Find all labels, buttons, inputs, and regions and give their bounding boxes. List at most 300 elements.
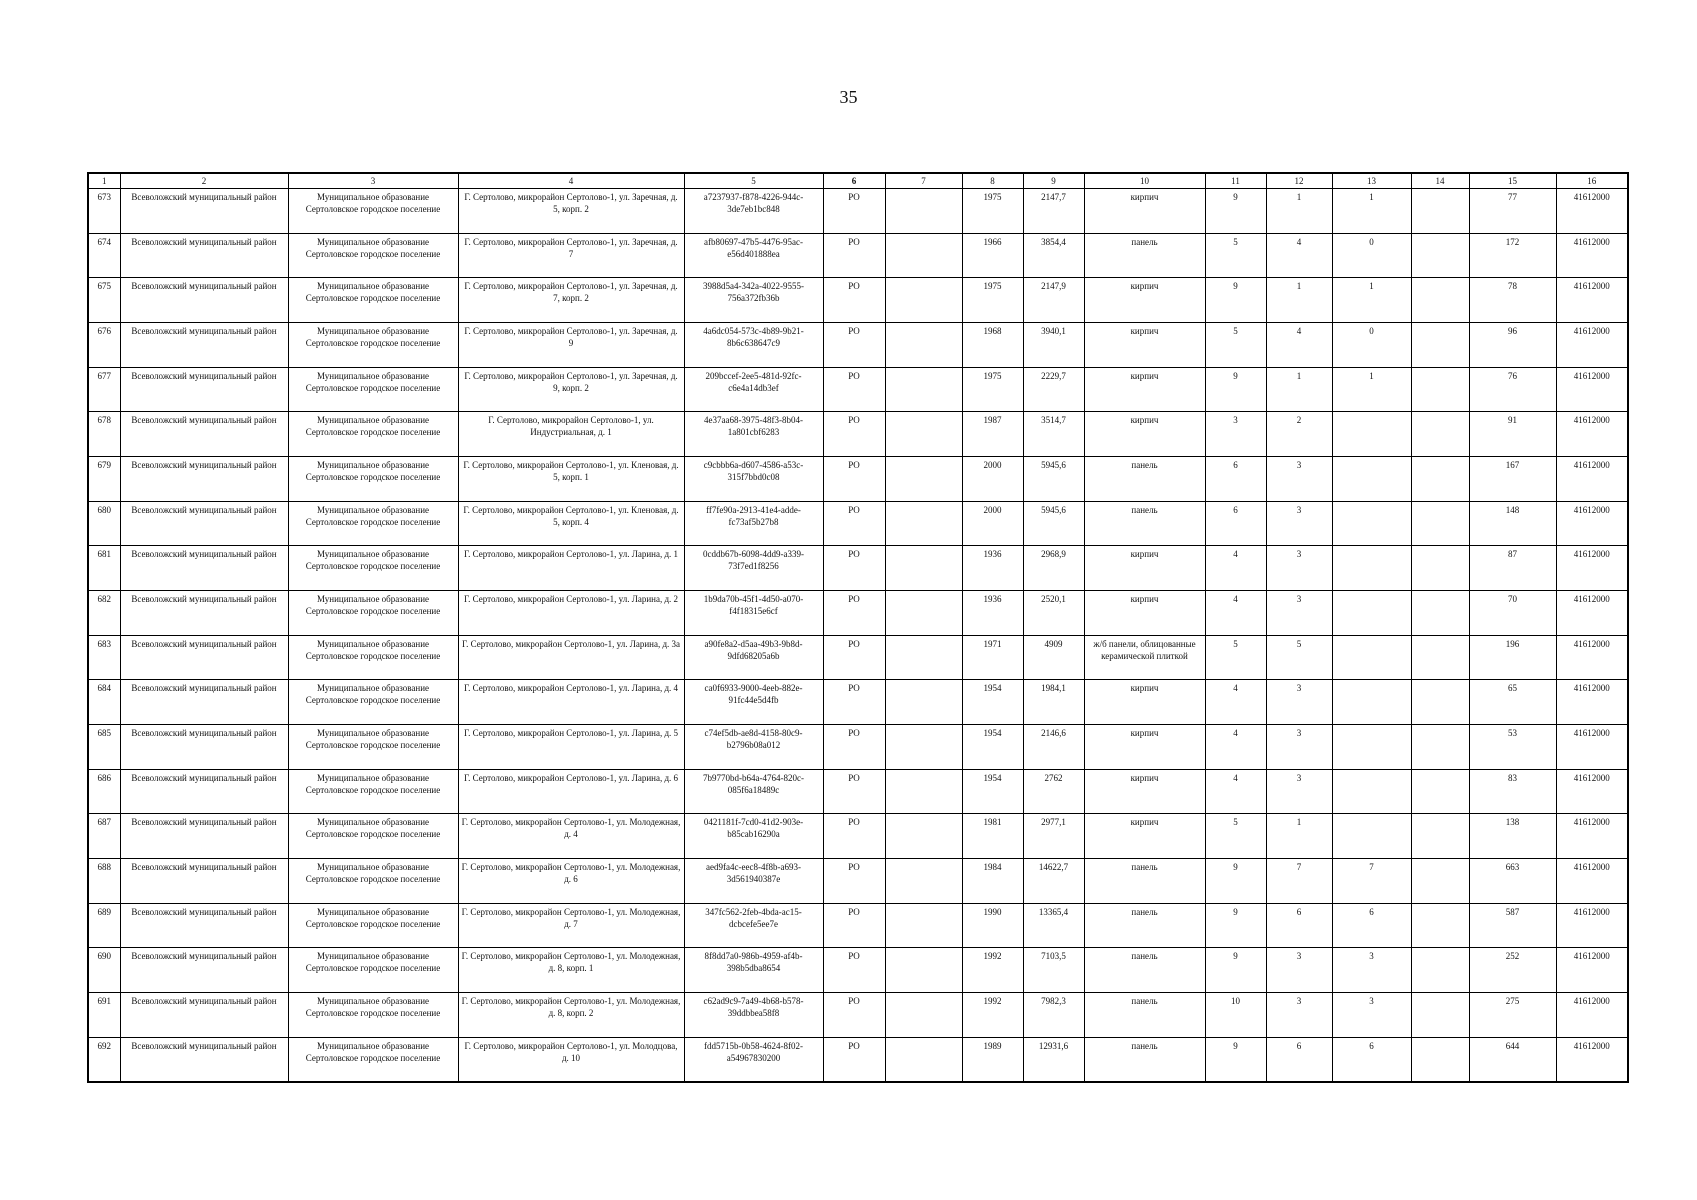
cell-residents: 587: [1469, 903, 1556, 948]
cell-floors: 5: [1205, 233, 1266, 278]
cell-house-guid: fdd5715b-0b58-4624-8f02-a54967830200: [684, 1037, 823, 1082]
cell-oktmo: 41612000: [1556, 948, 1628, 993]
cell-oktmo: 41612000: [1556, 993, 1628, 1038]
cell-oktmo: 41612000: [1556, 859, 1628, 904]
cell-district: Всеволожский муниципальный район: [120, 725, 288, 770]
cell-wall-material: кирпич: [1084, 814, 1205, 859]
cell-residents: 196: [1469, 635, 1556, 680]
cell-wall-material: кирпич: [1084, 323, 1205, 368]
cell-residents: 76: [1469, 367, 1556, 412]
cell-year-built: 1954: [962, 769, 1023, 814]
cell-address: Г. Сертолово, микрорайон Сертолово-1, ул. Ларина, д. 3а: [458, 635, 684, 680]
table-row: [88, 769, 1628, 814]
cell-year-built: 1975: [962, 367, 1023, 412]
cell-wall-material: кирпич: [1084, 769, 1205, 814]
cell-col-14: [1411, 635, 1469, 680]
cell-house-guid: c9cbbb6a-d607-4586-a53c-315f7bbd0c08: [684, 457, 823, 502]
cell-col-7: [885, 903, 962, 948]
cell-management-type: РО: [823, 189, 885, 234]
table-row: [88, 635, 1628, 680]
cell-wall-material: кирпич: [1084, 367, 1205, 412]
cell-area: 2520,1: [1023, 591, 1084, 636]
cell-row-number: 686: [88, 769, 120, 814]
cell-area: 14622,7: [1023, 859, 1084, 904]
cell-residents: 167: [1469, 457, 1556, 502]
cell-year-built: 1966: [962, 233, 1023, 278]
cell-address: Г. Сертолово, микрорайон Сертолово-1, ул. Заречная, д. 7: [458, 233, 684, 278]
cell-col-14: [1411, 993, 1469, 1038]
cell-house-guid: c62ad9c9-7a49-4b68-b578-39ddbbea58f8: [684, 993, 823, 1038]
cell-district: Всеволожский муниципальный район: [120, 680, 288, 725]
cell-management-type: РО: [823, 457, 885, 502]
cell-col-7: [885, 457, 962, 502]
column-header-10: 10: [1084, 173, 1205, 189]
cell-residents: 252: [1469, 948, 1556, 993]
cell-row-number: 676: [88, 323, 120, 368]
cell-floors: 9: [1205, 1037, 1266, 1082]
cell-col-14: [1411, 546, 1469, 591]
cell-wall-material: ж/б панели, облицованные керамической плиткой: [1084, 635, 1205, 680]
cell-entrances: 2: [1266, 412, 1332, 457]
cell-floors: 5: [1205, 323, 1266, 368]
cell-row-number: 684: [88, 680, 120, 725]
cell-oktmo: 41612000: [1556, 1037, 1628, 1082]
cell-entrances: 1: [1266, 278, 1332, 323]
cell-oktmo: 41612000: [1556, 278, 1628, 323]
column-header-6: 6: [823, 173, 885, 189]
cell-management-type: РО: [823, 278, 885, 323]
table-row: [88, 501, 1628, 546]
cell-floors: 6: [1205, 457, 1266, 502]
column-header-5: 5: [684, 173, 823, 189]
cell-wall-material: кирпич: [1084, 546, 1205, 591]
cell-col-14: [1411, 1037, 1469, 1082]
cell-house-guid: 7b9770bd-b64a-4764-820c-085f6a18489c: [684, 769, 823, 814]
cell-residents: 78: [1469, 278, 1556, 323]
cell-row-number: 687: [88, 814, 120, 859]
cell-elevators: 1: [1332, 189, 1411, 234]
cell-col-7: [885, 859, 962, 904]
cell-management-type: РО: [823, 546, 885, 591]
cell-municipality: Муниципальное образование Сертоловское городское поселение: [288, 814, 458, 859]
cell-col-14: [1411, 278, 1469, 323]
cell-municipality: Муниципальное образование Сертоловское городское поселение: [288, 859, 458, 904]
cell-col-7: [885, 680, 962, 725]
cell-elevators: 7: [1332, 859, 1411, 904]
cell-col-7: [885, 725, 962, 770]
cell-floors: 9: [1205, 948, 1266, 993]
cell-wall-material: панель: [1084, 457, 1205, 502]
cell-row-number: 690: [88, 948, 120, 993]
cell-row-number: 681: [88, 546, 120, 591]
cell-col-14: [1411, 680, 1469, 725]
cell-wall-material: кирпич: [1084, 725, 1205, 770]
cell-house-guid: 4e37aa68-3975-48f3-8b04-1a801cbf6283: [684, 412, 823, 457]
cell-year-built: 1971: [962, 635, 1023, 680]
table-body: [88, 189, 1628, 1083]
cell-area: 3514,7: [1023, 412, 1084, 457]
cell-row-number: 678: [88, 412, 120, 457]
cell-floors: 9: [1205, 189, 1266, 234]
cell-col-14: [1411, 501, 1469, 546]
cell-elevators: 3: [1332, 993, 1411, 1038]
cell-area: 2977,1: [1023, 814, 1084, 859]
cell-oktmo: 41612000: [1556, 903, 1628, 948]
cell-col-14: [1411, 948, 1469, 993]
cell-address: Г. Сертолово, микрорайон Сертолово-1, ул. Ларина, д. 6: [458, 769, 684, 814]
cell-municipality: Муниципальное образование Сертоловское городское поселение: [288, 680, 458, 725]
cell-house-guid: a90fe8a2-d5aa-49b3-9b8d-9dfd68205a6b: [684, 635, 823, 680]
cell-floors: 4: [1205, 769, 1266, 814]
cell-floors: 4: [1205, 546, 1266, 591]
table-row: [88, 725, 1628, 770]
column-header-8: 8: [962, 173, 1023, 189]
cell-municipality: Муниципальное образование Сертоловское городское поселение: [288, 903, 458, 948]
cell-residents: 138: [1469, 814, 1556, 859]
cell-year-built: 2000: [962, 501, 1023, 546]
cell-area: 3940,1: [1023, 323, 1084, 368]
cell-col-7: [885, 412, 962, 457]
cell-oktmo: 41612000: [1556, 635, 1628, 680]
cell-entrances: 3: [1266, 546, 1332, 591]
cell-entrances: 3: [1266, 501, 1332, 546]
cell-row-number: 685: [88, 725, 120, 770]
cell-management-type: РО: [823, 948, 885, 993]
cell-col-7: [885, 635, 962, 680]
table-row: [88, 814, 1628, 859]
cell-elevators: 0: [1332, 233, 1411, 278]
cell-management-type: РО: [823, 1037, 885, 1082]
cell-row-number: 692: [88, 1037, 120, 1082]
cell-floors: 3: [1205, 412, 1266, 457]
cell-floors: 5: [1205, 635, 1266, 680]
cell-floors: 9: [1205, 903, 1266, 948]
cell-row-number: 680: [88, 501, 120, 546]
table-row: [88, 546, 1628, 591]
cell-house-guid: ff7fe90a-2913-41e4-adde-fc73af5b27b8: [684, 501, 823, 546]
cell-district: Всеволожский муниципальный район: [120, 814, 288, 859]
cell-address: Г. Сертолово, микрорайон Сертолово-1, ул. Кленовая, д. 5, корп. 4: [458, 501, 684, 546]
cell-area: 2229,7: [1023, 367, 1084, 412]
cell-address: Г. Сертолово, микрорайон Сертолово-1, ул. Молодежная, д. 7: [458, 903, 684, 948]
column-header-16: 16: [1556, 173, 1628, 189]
cell-residents: 53: [1469, 725, 1556, 770]
cell-management-type: РО: [823, 814, 885, 859]
cell-management-type: РО: [823, 903, 885, 948]
cell-row-number: 675: [88, 278, 120, 323]
cell-district: Всеволожский муниципальный район: [120, 591, 288, 636]
cell-address: Г. Сертолово, микрорайон Сертолово-1, ул. Молодежная, д. 8, корп. 2: [458, 993, 684, 1038]
cell-row-number: 673: [88, 189, 120, 234]
cell-elevators: [1332, 546, 1411, 591]
cell-municipality: Муниципальное образование Сертоловское городское поселение: [288, 1037, 458, 1082]
cell-elevators: 0: [1332, 323, 1411, 368]
cell-col-7: [885, 546, 962, 591]
cell-elevators: 1: [1332, 278, 1411, 323]
cell-elevators: 6: [1332, 903, 1411, 948]
cell-management-type: РО: [823, 367, 885, 412]
cell-management-type: РО: [823, 859, 885, 904]
cell-elevators: 1: [1332, 367, 1411, 412]
cell-entrances: 4: [1266, 233, 1332, 278]
cell-entrances: 6: [1266, 903, 1332, 948]
cell-year-built: 1981: [962, 814, 1023, 859]
cell-house-guid: c74ef5db-ae8d-4158-80c9-b2796b08a012: [684, 725, 823, 770]
table-row: [88, 591, 1628, 636]
cell-row-number: 683: [88, 635, 120, 680]
cell-col-14: [1411, 903, 1469, 948]
cell-wall-material: кирпич: [1084, 278, 1205, 323]
cell-address: Г. Сертолово, микрорайон Сертолово-1, ул. Кленовая, д. 5, корп. 1: [458, 457, 684, 502]
cell-wall-material: панель: [1084, 993, 1205, 1038]
cell-municipality: Муниципальное образование Сертоловское городское поселение: [288, 635, 458, 680]
table-row: [88, 323, 1628, 368]
cell-area: 12931,6: [1023, 1037, 1084, 1082]
cell-year-built: 1989: [962, 1037, 1023, 1082]
cell-area: 5945,6: [1023, 501, 1084, 546]
cell-area: 13365,4: [1023, 903, 1084, 948]
cell-elevators: [1332, 457, 1411, 502]
cell-residents: 70: [1469, 591, 1556, 636]
cell-management-type: РО: [823, 680, 885, 725]
cell-district: Всеволожский муниципальный район: [120, 769, 288, 814]
cell-oktmo: 41612000: [1556, 189, 1628, 234]
cell-elevators: 3: [1332, 948, 1411, 993]
cell-elevators: [1332, 635, 1411, 680]
cell-oktmo: 41612000: [1556, 725, 1628, 770]
cell-district: Всеволожский муниципальный район: [120, 278, 288, 323]
column-header-2: 2: [120, 173, 288, 189]
cell-residents: 87: [1469, 546, 1556, 591]
column-header-13: 13: [1332, 173, 1411, 189]
cell-address: Г. Сертолово, микрорайон Сертолово-1, ул. Заречная, д. 9, корп. 2: [458, 367, 684, 412]
cell-elevators: [1332, 412, 1411, 457]
cell-oktmo: 41612000: [1556, 233, 1628, 278]
table-row: [88, 680, 1628, 725]
cell-col-14: [1411, 591, 1469, 636]
cell-year-built: 1936: [962, 591, 1023, 636]
cell-year-built: 1954: [962, 725, 1023, 770]
cell-district: Всеволожский муниципальный район: [120, 948, 288, 993]
cell-wall-material: панель: [1084, 859, 1205, 904]
cell-address: Г. Сертолово, микрорайон Сертолово-1, ул. Ларина, д. 5: [458, 725, 684, 770]
cell-entrances: 4: [1266, 323, 1332, 368]
cell-address: Г. Сертолово, микрорайон Сертолово-1, ул. Молодежная, д. 4: [458, 814, 684, 859]
cell-house-guid: aed9fa4c-eec8-4f8b-a693-3d561940387e: [684, 859, 823, 904]
cell-col-7: [885, 233, 962, 278]
cell-row-number: 677: [88, 367, 120, 412]
table-row: [88, 367, 1628, 412]
cell-management-type: РО: [823, 501, 885, 546]
cell-entrances: 3: [1266, 769, 1332, 814]
cell-year-built: 2000: [962, 457, 1023, 502]
cell-entrances: 3: [1266, 680, 1332, 725]
cell-col-14: [1411, 769, 1469, 814]
cell-oktmo: 41612000: [1556, 501, 1628, 546]
cell-management-type: РО: [823, 591, 885, 636]
cell-residents: 96: [1469, 323, 1556, 368]
cell-elevators: [1332, 814, 1411, 859]
column-header-9: 9: [1023, 173, 1084, 189]
cell-col-14: [1411, 323, 1469, 368]
cell-oktmo: 41612000: [1556, 769, 1628, 814]
cell-entrances: 3: [1266, 591, 1332, 636]
table-row: [88, 457, 1628, 502]
cell-oktmo: 41612000: [1556, 323, 1628, 368]
cell-wall-material: кирпич: [1084, 189, 1205, 234]
cell-district: Всеволожский муниципальный район: [120, 546, 288, 591]
cell-elevators: [1332, 501, 1411, 546]
cell-address: Г. Сертолово, микрорайон Сертолово-1, ул. Молодежная, д. 6: [458, 859, 684, 904]
cell-management-type: РО: [823, 993, 885, 1038]
column-header-1: 1: [88, 173, 120, 189]
cell-floors: 9: [1205, 278, 1266, 323]
cell-municipality: Муниципальное образование Сертоловское городское поселение: [288, 367, 458, 412]
cell-col-14: [1411, 859, 1469, 904]
cell-wall-material: кирпич: [1084, 412, 1205, 457]
column-header-11: 11: [1205, 173, 1266, 189]
cell-col-7: [885, 769, 962, 814]
cell-entrances: 3: [1266, 948, 1332, 993]
cell-municipality: Муниципальное образование Сертоловское городское поселение: [288, 412, 458, 457]
cell-management-type: РО: [823, 725, 885, 770]
cell-year-built: 1954: [962, 680, 1023, 725]
cell-address: Г. Сертолово, микрорайон Сертолово-1, ул. Заречная, д. 5, корп. 2: [458, 189, 684, 234]
cell-house-guid: ca0f6933-9000-4eeb-882e-91fc44e5d4fb: [684, 680, 823, 725]
cell-oktmo: 41612000: [1556, 680, 1628, 725]
cell-municipality: Муниципальное образование Сертоловское городское поселение: [288, 948, 458, 993]
column-header-14: 14: [1411, 173, 1469, 189]
cell-address: Г. Сертолово, микрорайон Сертолово-1, ул. Ларина, д. 4: [458, 680, 684, 725]
cell-municipality: Муниципальное образование Сертоловское городское поселение: [288, 189, 458, 234]
cell-col-7: [885, 189, 962, 234]
cell-house-guid: a7237937-f878-4226-944c-3de7eb1bc848: [684, 189, 823, 234]
table-row: [88, 1037, 1628, 1082]
cell-management-type: РО: [823, 412, 885, 457]
cell-residents: 644: [1469, 1037, 1556, 1082]
cell-municipality: Муниципальное образование Сертоловское городское поселение: [288, 769, 458, 814]
cell-district: Всеволожский муниципальный район: [120, 233, 288, 278]
housing-registry-table: [87, 172, 1629, 1083]
table-row: [88, 948, 1628, 993]
page-number: 35: [839, 87, 858, 107]
cell-floors: 5: [1205, 814, 1266, 859]
cell-row-number: 689: [88, 903, 120, 948]
cell-district: Всеволожский муниципальный район: [120, 367, 288, 412]
cell-oktmo: 41612000: [1556, 367, 1628, 412]
cell-col-7: [885, 367, 962, 412]
cell-district: Всеволожский муниципальный район: [120, 501, 288, 546]
cell-wall-material: панель: [1084, 903, 1205, 948]
cell-residents: 83: [1469, 769, 1556, 814]
cell-floors: 9: [1205, 367, 1266, 412]
cell-management-type: РО: [823, 323, 885, 368]
cell-entrances: 1: [1266, 367, 1332, 412]
column-header-12: 12: [1266, 173, 1332, 189]
cell-floors: 4: [1205, 680, 1266, 725]
cell-management-type: РО: [823, 233, 885, 278]
cell-house-guid: 4a6dc054-573c-4b89-9b21-8b6c638647c9: [684, 323, 823, 368]
cell-oktmo: 41612000: [1556, 457, 1628, 502]
cell-district: Всеволожский муниципальный район: [120, 1037, 288, 1082]
cell-row-number: 679: [88, 457, 120, 502]
cell-wall-material: кирпич: [1084, 591, 1205, 636]
cell-col-14: [1411, 189, 1469, 234]
cell-year-built: 1975: [962, 189, 1023, 234]
cell-floors: 9: [1205, 859, 1266, 904]
cell-house-guid: 347fc562-2feb-4bda-ac15-dcbcefe5ee7e: [684, 903, 823, 948]
cell-district: Всеволожский муниципальный район: [120, 903, 288, 948]
cell-house-guid: 209bccef-2ee5-481d-92fc-c6e4a14db3ef: [684, 367, 823, 412]
cell-elevators: [1332, 680, 1411, 725]
cell-address: Г. Сертолово, микрорайон Сертолово-1, ул. Ларина, д. 1: [458, 546, 684, 591]
cell-area: 7982,3: [1023, 993, 1084, 1038]
cell-entrances: 7: [1266, 859, 1332, 904]
cell-wall-material: панель: [1084, 233, 1205, 278]
cell-col-7: [885, 323, 962, 368]
cell-col-7: [885, 993, 962, 1038]
cell-residents: 172: [1469, 233, 1556, 278]
column-header-3: 3: [288, 173, 458, 189]
cell-municipality: Муниципальное образование Сертоловское городское поселение: [288, 591, 458, 636]
cell-col-14: [1411, 457, 1469, 502]
cell-entrances: 6: [1266, 1037, 1332, 1082]
table-row: [88, 903, 1628, 948]
cell-area: 3854,4: [1023, 233, 1084, 278]
cell-col-7: [885, 591, 962, 636]
cell-oktmo: 41612000: [1556, 546, 1628, 591]
column-header-7: 7: [885, 173, 962, 189]
cell-entrances: 5: [1266, 635, 1332, 680]
column-header-15: 15: [1469, 173, 1556, 189]
cell-row-number: 691: [88, 993, 120, 1038]
cell-area: 2146,6: [1023, 725, 1084, 770]
cell-entrances: 1: [1266, 189, 1332, 234]
cell-col-7: [885, 948, 962, 993]
cell-wall-material: кирпич: [1084, 680, 1205, 725]
cell-district: Всеволожский муниципальный район: [120, 457, 288, 502]
table-row: [88, 278, 1628, 323]
cell-address: Г. Сертолово, микрорайон Сертолово-1, ул. Заречная, д. 7, корп. 2: [458, 278, 684, 323]
cell-year-built: 1990: [962, 903, 1023, 948]
cell-residents: 91: [1469, 412, 1556, 457]
cell-house-guid: 1b9da70b-45f1-4d50-a070-f4f18315e6cf: [684, 591, 823, 636]
cell-municipality: Муниципальное образование Сертоловское городское поселение: [288, 233, 458, 278]
cell-row-number: 674: [88, 233, 120, 278]
cell-address: Г. Сертолово, микрорайон Сертолово-1, ул. Молодцова, д. 10: [458, 1037, 684, 1082]
cell-management-type: РО: [823, 769, 885, 814]
table-row: [88, 233, 1628, 278]
cell-area: 2762: [1023, 769, 1084, 814]
cell-col-14: [1411, 367, 1469, 412]
cell-address: Г. Сертолово, микрорайон Сертолово-1, ул. Индустриальная, д. 1: [458, 412, 684, 457]
cell-area: 7103,5: [1023, 948, 1084, 993]
cell-oktmo: 41612000: [1556, 814, 1628, 859]
cell-address: Г. Сертолово, микрорайон Сертолово-1, ул. Ларина, д. 2: [458, 591, 684, 636]
cell-municipality: Муниципальное образование Сертоловское городское поселение: [288, 993, 458, 1038]
cell-municipality: Муниципальное образование Сертоловское городское поселение: [288, 501, 458, 546]
cell-row-number: 682: [88, 591, 120, 636]
cell-municipality: Муниципальное образование Сертоловское городское поселение: [288, 546, 458, 591]
cell-address: Г. Сертолово, микрорайон Сертолово-1, ул. Заречная, д. 9: [458, 323, 684, 368]
cell-floors: 4: [1205, 591, 1266, 636]
cell-row-number: 688: [88, 859, 120, 904]
cell-elevators: [1332, 769, 1411, 814]
cell-district: Всеволожский муниципальный район: [120, 635, 288, 680]
cell-area: 4909: [1023, 635, 1084, 680]
cell-area: 2147,7: [1023, 189, 1084, 234]
cell-management-type: РО: [823, 635, 885, 680]
